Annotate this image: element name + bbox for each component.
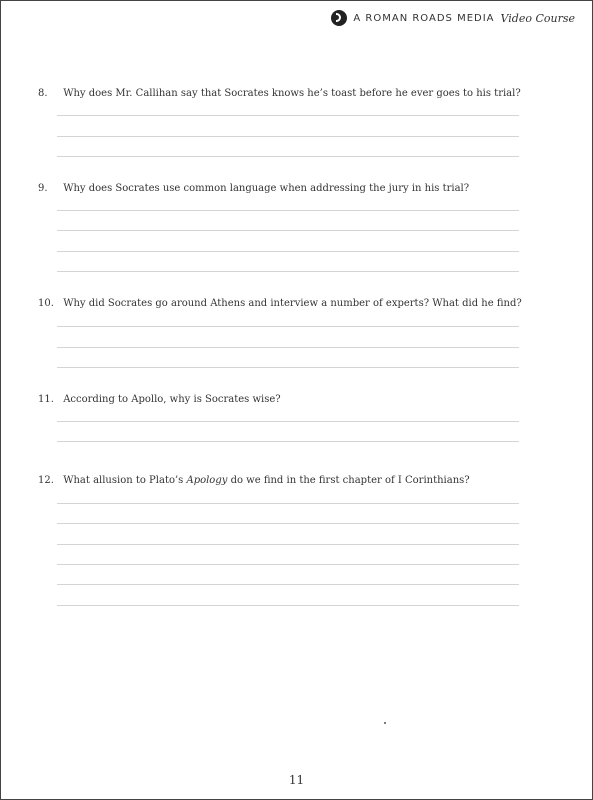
question-number: 10. xyxy=(38,298,54,309)
course-header xyxy=(331,10,575,26)
roman-roads-logo-icon xyxy=(331,10,347,26)
answer-line[interactable] xyxy=(57,271,519,272)
answer-lines-11 xyxy=(57,421,519,442)
question-10 xyxy=(38,297,528,310)
brand-name: A ROMAN ROADS MEDIA xyxy=(353,12,495,24)
answer-line[interactable] xyxy=(57,347,519,348)
question-text-before: What allusion to Plato’s xyxy=(63,475,187,486)
question-text: Why did Socrates go around Athens and interview a number of experts? What did he find? xyxy=(63,298,522,309)
answer-line[interactable] xyxy=(57,326,519,327)
answer-line[interactable] xyxy=(57,115,519,116)
question-number: 9. xyxy=(38,183,48,194)
question-11 xyxy=(38,393,528,406)
question-9 xyxy=(38,182,528,195)
question-number: 8. xyxy=(38,88,48,99)
answer-line[interactable] xyxy=(57,564,519,565)
answer-line[interactable] xyxy=(57,210,519,211)
answer-line[interactable] xyxy=(57,605,519,606)
question-8 xyxy=(38,87,528,100)
answer-line[interactable] xyxy=(57,544,519,545)
answer-line[interactable] xyxy=(57,230,519,231)
question-text: According to Apollo, why is Socrates wise? xyxy=(63,394,281,405)
question-number: 12. xyxy=(38,475,54,486)
page-number: 11 xyxy=(288,773,305,787)
answer-line[interactable] xyxy=(57,251,519,252)
answer-lines-9 xyxy=(57,210,519,272)
answer-line[interactable] xyxy=(57,136,519,137)
question-text: Why does Mr. Callihan say that Socrates knows he’s toast before he ever goes to his trial? xyxy=(63,88,521,99)
question-12 xyxy=(38,474,528,487)
stray-mark xyxy=(384,722,386,724)
answer-line[interactable] xyxy=(57,367,519,368)
answer-line[interactable] xyxy=(57,503,519,504)
answer-line[interactable] xyxy=(57,584,519,585)
answer-lines-12 xyxy=(57,503,519,606)
answer-lines-10 xyxy=(57,326,519,368)
answer-line[interactable] xyxy=(57,523,519,524)
question-text: Why does Socrates use common language when addressing the jury in his trial? xyxy=(63,183,470,194)
answer-line[interactable] xyxy=(57,441,519,442)
question-number: 11. xyxy=(38,394,54,405)
answer-line[interactable] xyxy=(57,156,519,157)
answer-line[interactable] xyxy=(57,421,519,422)
answer-lines-8 xyxy=(57,115,519,157)
brand-suffix: Video Course xyxy=(500,11,575,25)
question-text-after: do we find in the first chapter of I Corinthians? xyxy=(227,475,470,486)
question-text-italic: Apology xyxy=(186,475,228,486)
